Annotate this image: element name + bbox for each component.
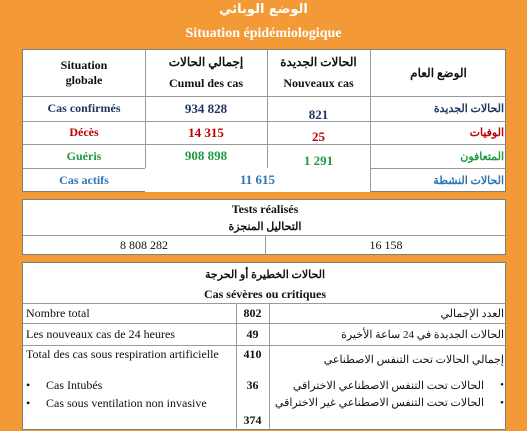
critical-title-ar: الحالات الخطيرة أو الحرجة xyxy=(204,268,326,281)
non-invasive-label: Cas sous ventilation non invasive xyxy=(46,396,207,410)
tests-title-fr: Tests réalisés xyxy=(231,202,299,216)
new-confirmed: 821 xyxy=(308,106,329,122)
non-invasive-row xyxy=(23,397,236,431)
bullet-icon-ar xyxy=(484,379,504,391)
new-deaths: 25 xyxy=(312,128,325,144)
bullet-icon xyxy=(26,397,46,410)
non-invasive-label-ar: الحالات تحت التنفس الاصطناعي غير الاختراقي xyxy=(274,397,484,409)
non-invasive-value: 374 xyxy=(243,412,262,427)
critical-total-value: 802 xyxy=(243,305,262,320)
critical-title-fr: Cas sévères ou critiques xyxy=(203,286,327,301)
intubated-label: Cas Intubés xyxy=(46,377,103,392)
ventilation-total-value: 410 xyxy=(243,346,262,361)
cumul-recovered: 908 898 xyxy=(184,148,228,163)
active-cases-value: 11 615 xyxy=(145,168,370,192)
bullet-icon xyxy=(26,378,46,393)
ventilation-total-label-ar: إجمالي الحالات تحت التنفس الاصطناعي xyxy=(323,353,504,366)
column-header-nouveaux-fr: Nouveaux cas xyxy=(283,75,354,90)
intubated-row-ar xyxy=(269,375,507,395)
situation-table xyxy=(22,49,506,192)
new-24h-value: 49 xyxy=(246,326,259,341)
arabic-title: الوضع الوبائي xyxy=(219,2,308,17)
intubated-label-ar: الحالات تحت التنفس الاصطناعي الاختراقي xyxy=(292,379,484,392)
column-header-cumul-ar: إجمالي الحالات xyxy=(168,54,244,69)
row-label-recovered: Guéris xyxy=(66,148,102,163)
arabic-label-recovered: المتعافون xyxy=(460,150,504,163)
column-header-cumul-fr: Cumul des cas xyxy=(168,75,243,90)
intubated-row xyxy=(23,375,236,395)
row-label-deaths: Décès xyxy=(69,125,99,139)
critical-total-label: Nombre total xyxy=(26,305,90,320)
tests-new: 16 158 xyxy=(369,237,403,252)
tests-title-ar: التحاليل المنجزة xyxy=(228,220,302,233)
new-24h-label: Les nouveaux cas de 24 heures xyxy=(26,326,175,341)
arabic-label-confirmed: الحالات الجديدة xyxy=(433,103,504,115)
tests-table xyxy=(22,199,506,255)
tests-total: 8 808 282 xyxy=(120,237,168,252)
new-recovered: 1 291 xyxy=(303,153,334,168)
column-header-situation-ar: الوضع العام xyxy=(410,65,467,80)
row-label-active: Cas actifs xyxy=(59,172,109,187)
row-label-confirmed: Cas confirmés xyxy=(47,101,121,115)
column-header-nouveaux-ar: الحالات الجديدة xyxy=(280,54,357,69)
arabic-label-active: الحالات النشطة xyxy=(433,174,504,187)
cumul-deaths: 14 315 xyxy=(188,124,224,140)
intubated-value: 36 xyxy=(246,377,259,392)
non-invasive-row-ar xyxy=(269,397,507,431)
column-header-situation-globale: Situation globale xyxy=(60,58,108,87)
arabic-label-deaths: الوفيات xyxy=(469,127,504,139)
critical-total-label-ar: العدد الإجمالي xyxy=(440,307,504,320)
cumul-confirmed: 934 828 xyxy=(184,100,228,116)
ventilation-total-label: Total des cas sous respiration artificielle xyxy=(26,347,219,361)
critical-cases-table xyxy=(22,262,506,430)
french-title: Situation épidémiologique xyxy=(185,26,342,41)
new-24h-label-ar: الحالات الجديدة في 24 ساعة الأخيرة xyxy=(341,328,504,341)
bullet-icon-ar xyxy=(484,397,504,410)
